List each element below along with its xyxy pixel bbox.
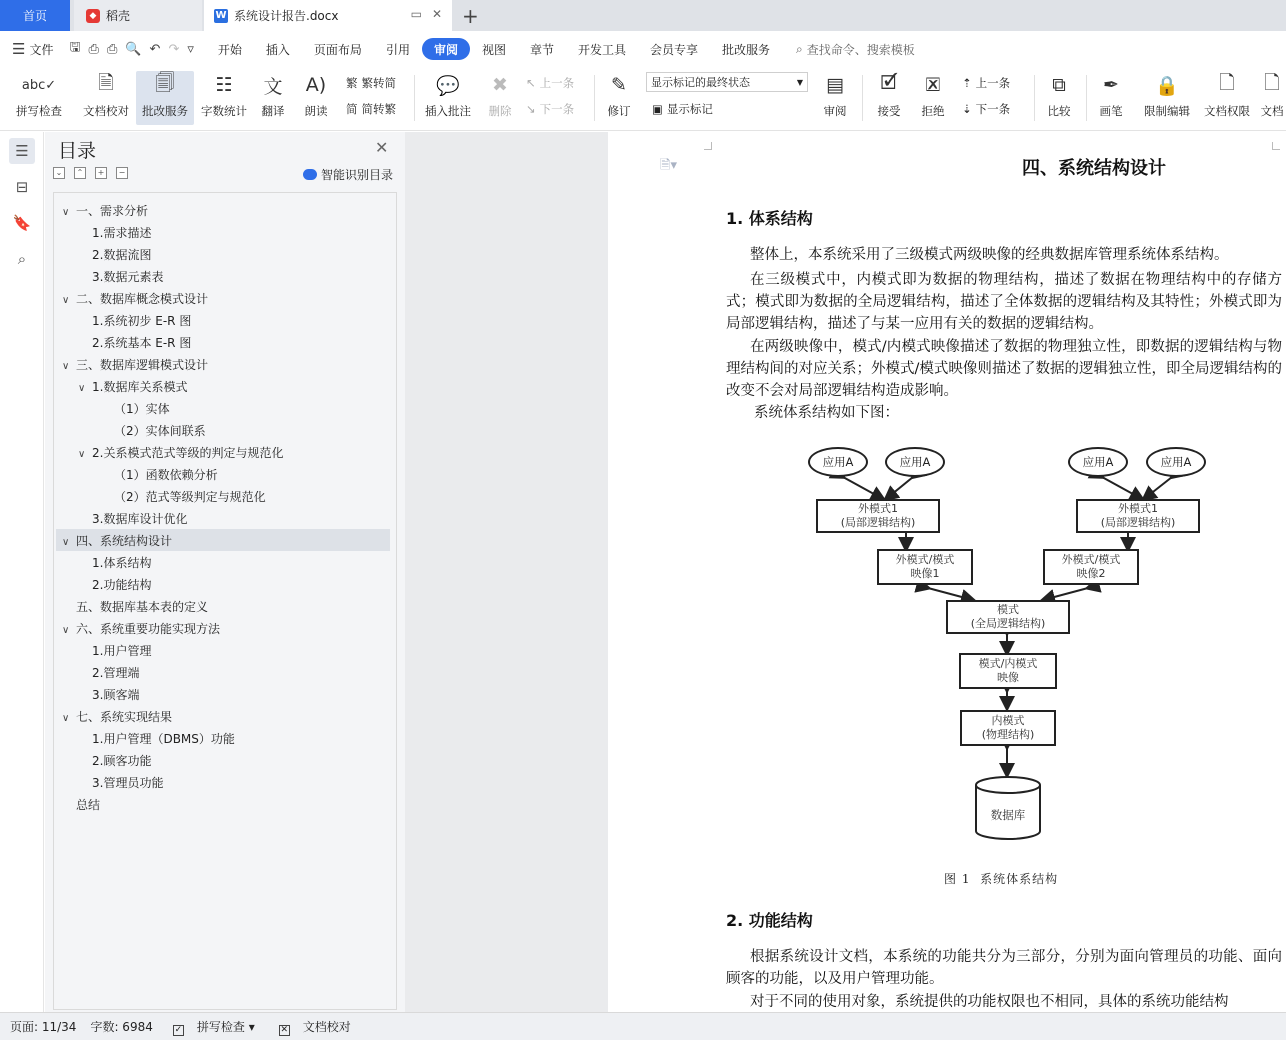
app-node: 应用A	[1068, 447, 1128, 477]
toc-controls	[53, 167, 128, 179]
paragraph: 在三级模式中，内模式即为数据的物理结构，描述了数据在物理结构中的存储方式；模式即为数据的全局逻辑结构，描述了全体数据的逻辑结构及其特性；外模式即为局部逻辑结构，描述了与某一应用有关的数据的逻辑结构。	[726, 272, 1282, 332]
prev-change-label: 上一条	[975, 76, 1011, 90]
delete-comment-label: 删除	[488, 104, 512, 118]
prev-comment-icon: ↖	[526, 76, 536, 90]
doc-permission-icon: 🗋	[1219, 72, 1235, 94]
menu-references[interactable]: 引用	[385, 42, 410, 57]
bookmark-icon[interactable]: 🔖	[12, 214, 32, 232]
simp-trad-icon: 简	[346, 102, 358, 116]
page-indicator[interactable]: 页面: 11/34	[10, 1020, 77, 1034]
read-aloud-icon: A)	[305, 74, 327, 96]
tab-home[interactable]	[0, 0, 70, 31]
margin-corner-mark	[1272, 142, 1280, 150]
section-heading: 2. 功能结构	[726, 911, 813, 930]
ribbon-divider	[1086, 75, 1087, 121]
delete-comment-icon: ✖	[492, 74, 508, 96]
paragraph: 在两级映像中，模式/内模式映像描述了数据的物理独立性，即数据的逻辑结构与物理结构间的对应关系；外模式/模式映像则描述了数据的逻辑独立性，即全局逻辑结构的改变不会对局部逻辑结构造成影响。	[726, 339, 1282, 399]
document-page[interactable]	[608, 132, 1286, 1012]
correct-service-button[interactable]	[136, 71, 194, 125]
pen-label: 画笔	[1099, 104, 1123, 118]
print-preview-icon[interactable]: 🔍	[125, 41, 142, 57]
toc-pane-icon[interactable]: ☰	[9, 138, 35, 164]
compare-label: 比较	[1047, 104, 1071, 118]
paragraph: 系统体系结构如下图：	[754, 405, 899, 421]
tab-close-icon[interactable]: ✕	[431, 7, 442, 21]
expand-all-icon[interactable]: ⌄	[53, 167, 65, 179]
app-node: 应用A	[808, 447, 868, 477]
document-background	[405, 132, 608, 1012]
chevron-down-icon: ▼	[796, 77, 803, 87]
architecture-diagram	[788, 442, 1228, 842]
ribbon-divider	[414, 75, 415, 121]
title-tab-bar	[0, 0, 1286, 31]
toc-item[interactable]: ∨ 一、需求分析	[62, 201, 148, 221]
save-icon[interactable]: 🖫	[69, 40, 81, 55]
status-bar	[0, 1012, 1286, 1040]
menu-review[interactable]: 审阅	[422, 38, 470, 60]
export-pdf-icon[interactable]: ⎙	[88, 41, 99, 57]
toc-item[interactable]: （1）实体	[114, 402, 170, 416]
track-changes-label: 修订	[607, 104, 631, 118]
ext-mapping-node: 外模式/模式 映像2	[1043, 549, 1139, 585]
prev-comment-button[interactable]	[526, 75, 574, 91]
review-pane-button[interactable]	[816, 71, 854, 125]
spell-check-label: 拼写检查	[16, 104, 62, 118]
daoke-logo-icon: ◆	[86, 9, 100, 23]
menu-bar	[0, 31, 1286, 67]
insert-comment-button[interactable]	[422, 71, 474, 125]
undo-icon[interactable]: ↶	[149, 41, 161, 57]
toc-item[interactable]: 2.顾客功能	[92, 754, 152, 768]
trad-to-simp-label: 繁转简	[361, 76, 396, 90]
tab-daoke-label: 稻壳	[106, 9, 131, 23]
review-ribbon	[0, 67, 1286, 131]
restrict-edit-label: 限制编辑	[1144, 104, 1190, 118]
trad-simp-icon: 繁	[346, 76, 358, 90]
menu-correct-service[interactable]: 批改服务	[722, 42, 771, 57]
ext-mapping-node: 外模式/模式 映像1	[877, 549, 973, 585]
close-icon[interactable]: ✕	[375, 138, 389, 157]
collapse-all-icon[interactable]: ⌃	[74, 167, 86, 179]
toc-item[interactable]: ∨ 二、数据库概念模式设计	[62, 289, 208, 309]
chevron-down-icon: ∨	[78, 449, 86, 460]
print-icon[interactable]: ⎙	[106, 41, 118, 57]
show-markup-icon: ▣	[652, 102, 663, 116]
spell-check-status[interactable]: ✓ 拼写检查 ▾	[174, 1019, 255, 1035]
paragraph: 对于不同的使用对象，系统提供的功能权限也不相同，具体的系统功能结构	[750, 994, 1229, 1010]
word-count-label: 字数统计	[201, 104, 247, 118]
search-icon[interactable]: ⌕	[17, 250, 27, 268]
menu-developer[interactable]: 开发工具	[578, 42, 627, 57]
ai-icon	[303, 169, 317, 180]
insert-comment-label: 插入批注	[425, 104, 471, 118]
chapter-nav-icon[interactable]: ⊟	[15, 178, 29, 196]
proofread-icon: 🗎	[98, 72, 114, 94]
internal-mapping-node: 模式/内模式 映像	[959, 653, 1057, 689]
chevron-down-icon: ∨	[62, 361, 70, 372]
delete-comment-button[interactable]	[480, 71, 520, 125]
toc-item[interactable]: 3.数据库设计优化	[92, 512, 188, 526]
tab-home-label: 首页	[22, 9, 47, 23]
external-schema-node: 外模式1 (局部逻辑结构)	[1076, 499, 1200, 533]
chevron-down-icon: ∨	[62, 713, 70, 724]
accept-button[interactable]	[870, 71, 908, 125]
compare-button[interactable]	[1040, 71, 1078, 125]
markup-state-select[interactable]	[646, 72, 808, 92]
pen-icon: ✒	[1103, 74, 1119, 96]
page-nav-icon[interactable]: 🗎▾	[660, 158, 677, 173]
show-markup-button[interactable]	[652, 101, 713, 117]
toc-item[interactable]: 1.系统初步 E-R 图	[92, 314, 192, 328]
spell-check-status-label: 拼写检查	[196, 1019, 245, 1034]
smart-toc-label: 智能识别目录	[321, 168, 394, 182]
toc-title: 目录	[58, 140, 97, 162]
spell-check-icon: abc✓	[21, 77, 57, 93]
reject-label: 拒绝	[921, 104, 945, 118]
search-icon: ⌕	[796, 41, 803, 56]
toc-panel	[45, 132, 405, 1012]
section-heading: 1. 体系结构	[726, 209, 813, 228]
next-comment-icon: ↘	[526, 102, 536, 116]
paragraph: 根据系统设计文档，本系统的功能共分为三部分，分别为面向管理员的功能、面向顾客的功能，以及用户管理功能。	[726, 949, 1282, 987]
spell-check-button[interactable]	[10, 71, 68, 125]
toc-item[interactable]: 1.用户管理（DBMS）功能	[92, 732, 235, 746]
remove-heading-icon[interactable]: −	[116, 167, 128, 179]
menu-insert[interactable]: 插入	[265, 42, 290, 57]
trad-to-simp-button[interactable]	[346, 75, 396, 91]
review-pane-icon: ▤	[826, 74, 844, 96]
external-schema-node: 外模式1 (局部逻辑结构)	[816, 499, 940, 533]
track-changes-icon: ✎	[611, 74, 627, 96]
toc-item[interactable]: 1.需求描述	[92, 226, 152, 240]
chevron-down-icon: ∨	[62, 295, 70, 306]
accept-icon: 🗹	[880, 72, 898, 94]
command-search[interactable]	[796, 41, 915, 58]
proofread-label: 文档校对	[83, 104, 129, 118]
toc-item[interactable]: ∨ 六、系统重要功能实现方法	[62, 619, 220, 639]
toc-item[interactable]: （1）函数依赖分析	[114, 468, 218, 482]
reject-icon: 🗷	[925, 74, 941, 96]
figure-caption: 图 1 系统体系结构	[944, 872, 1059, 886]
new-tab-plus-icon[interactable]: +	[462, 4, 479, 28]
markup-state-value: 显示标记的最终状态	[651, 76, 750, 89]
doc-more-label: 文档	[1260, 104, 1284, 118]
prev-change-button[interactable]	[962, 75, 1010, 91]
show-markup-label: 显示标记	[666, 102, 713, 116]
chevron-down-icon: ∨	[62, 625, 70, 636]
insert-comment-icon: 💬	[436, 74, 460, 97]
redo-icon[interactable]: ↷	[168, 41, 180, 57]
prev-change-icon: ⇡	[962, 76, 972, 90]
tab-document-label: 系统设计报告.docx	[234, 9, 339, 23]
toc-item[interactable]: 3.顾客端	[92, 688, 140, 702]
doc-more-button[interactable]	[1258, 71, 1286, 125]
toc-item[interactable]: 2.功能结构	[92, 578, 152, 592]
file-menu[interactable]: 文件	[29, 42, 54, 57]
menu-member[interactable]: 会员专享	[650, 42, 699, 57]
toc-item[interactable]: ∨ 1.数据库关系模式	[78, 377, 187, 397]
schema-node: 模式 (全局逻辑结构)	[946, 600, 1070, 634]
proofread-status[interactable]	[269, 1018, 351, 1036]
chevron-down-icon: ∨	[62, 207, 70, 218]
smart-toc-button[interactable]	[303, 166, 393, 183]
toc-item[interactable]: ∨ 2.关系模式范式等级的判定与规范化	[78, 443, 283, 463]
toc-item[interactable]: 2.管理端	[92, 666, 140, 680]
toc-item-selected[interactable]: ∨ 四、系统结构设计	[62, 531, 172, 551]
word-doc-icon: W	[215, 10, 227, 21]
ribbon-divider	[1034, 75, 1035, 121]
simp-to-trad-button[interactable]	[346, 101, 396, 117]
track-changes-button[interactable]	[600, 71, 638, 125]
checkbox-checked-icon: ✓	[174, 1024, 183, 1035]
toc-item[interactable]: 3.数据元素表	[92, 270, 164, 284]
correct-service-label: 批改服务	[142, 104, 188, 118]
toc-item[interactable]: 五、数据库基本表的定义	[76, 600, 209, 614]
toc-item[interactable]: ∨ 三、数据库逻辑模式设计	[62, 355, 208, 375]
next-change-label: 下一条	[975, 102, 1011, 116]
next-comment-label: 下一条	[539, 102, 575, 116]
next-comment-button[interactable]	[526, 101, 574, 117]
translate-label: 翻译	[261, 104, 285, 118]
lock-icon: 🔒	[1155, 74, 1179, 97]
word-count-button[interactable]	[198, 71, 250, 125]
prev-comment-label: 上一条	[539, 76, 575, 90]
translate-button[interactable]	[254, 71, 292, 125]
toc-item[interactable]: （2）实体间联系	[114, 424, 206, 438]
doc-more-icon: 🗋	[1264, 72, 1280, 94]
toc-item[interactable]: ∨ 七、系统实现结果	[62, 707, 172, 727]
translate-icon: 文	[263, 75, 283, 98]
doc-permission-label: 文档权限	[1204, 104, 1250, 118]
margin-corner-mark	[704, 142, 712, 150]
read-aloud-button[interactable]	[298, 71, 334, 125]
tab-pin-icon[interactable]: ▭	[410, 7, 422, 21]
menu-chapter[interactable]: 章节	[529, 42, 554, 57]
next-change-button[interactable]	[962, 101, 1010, 117]
chapter-heading: 四、系统结构设计	[1022, 158, 1166, 179]
tab-daoke[interactable]	[74, 0, 202, 31]
menu-view[interactable]: 视图	[481, 42, 506, 57]
word-count-indicator[interactable]: 字数: 6984	[90, 1020, 153, 1034]
navigation-strip	[0, 132, 44, 1012]
proofread-status-label: 文档校对	[302, 1019, 351, 1034]
menu-layout[interactable]: 页面布局	[313, 42, 362, 57]
ribbon-divider	[862, 75, 863, 121]
add-heading-icon[interactable]: +	[95, 167, 107, 179]
word-count-icon: ☷	[215, 74, 233, 96]
toc-item[interactable]: 2.数据流图	[92, 248, 152, 262]
read-aloud-label: 朗读	[304, 104, 328, 118]
pen-button[interactable]	[1094, 71, 1128, 125]
chevron-down-icon: ∨	[62, 537, 70, 548]
reject-button[interactable]	[914, 71, 952, 125]
paragraph: 整体上，本系统采用了三级模式两级映像的经典数据库管理系统体系结构。	[750, 247, 1229, 263]
quick-access-dropdown-icon[interactable]: ▿	[187, 41, 194, 57]
proofread-status-icon: ✕	[280, 1024, 288, 1035]
tab-document[interactable]	[204, 0, 452, 31]
menu-start[interactable]: 开始	[217, 42, 242, 57]
ribbon-divider	[594, 75, 595, 121]
hamburger-menu-icon[interactable]: ☰	[12, 40, 26, 58]
chevron-down-icon: ∨	[78, 383, 86, 394]
correct-service-icon: 🗐	[155, 72, 175, 94]
toc-list	[53, 192, 397, 1010]
toc-item[interactable]: 1.体系结构	[92, 556, 152, 570]
doc-permission-button[interactable]	[1200, 71, 1254, 125]
app-node: 应用A	[1146, 447, 1206, 477]
database-label: 数据库	[990, 808, 1026, 822]
review-pane-label: 审阅	[823, 104, 847, 118]
toc-item[interactable]: （2）范式等级判定与规范化	[114, 490, 266, 504]
toc-item[interactable]: 2.系统基本 E-R 图	[92, 336, 192, 350]
command-search-placeholder: 查找命令、搜索模板	[806, 42, 915, 57]
compare-icon: ⧉	[1052, 74, 1066, 96]
internal-schema-node: 内模式 (物理结构)	[960, 710, 1056, 746]
next-change-icon: ⇣	[962, 102, 972, 116]
toc-item[interactable]: 总结	[76, 798, 101, 812]
restrict-edit-button[interactable]	[1140, 71, 1194, 125]
toc-item[interactable]: 1.用户管理	[92, 644, 152, 658]
accept-label: 接受	[877, 104, 901, 118]
simp-to-trad-label: 简转繁	[361, 102, 396, 116]
proofread-button[interactable]	[80, 71, 132, 125]
toc-item[interactable]: 3.管理员功能	[92, 776, 164, 790]
app-node: 应用A	[885, 447, 945, 477]
